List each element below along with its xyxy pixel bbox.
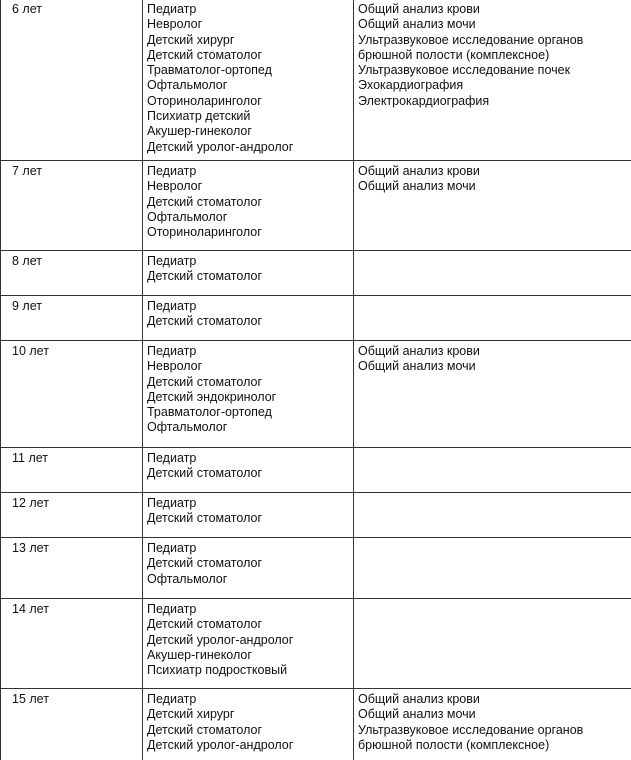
test-item: Общий анализ крови [358,2,480,16]
age-label: 6 лет [12,2,42,16]
age-cell [0,689,142,760]
age-cell [0,538,142,598]
specialist-item: Детский уролог-андролог [147,139,294,154]
tests-cell [353,251,631,295]
age-label: 12 лет [12,496,49,510]
specialist-item: Детский стоматолог [147,511,263,526]
specialist-item: Педиатр [147,541,197,555]
specialist-item: Невролог [147,179,203,194]
specialist-item: Детский стоматолог [147,314,263,329]
table-row [0,296,631,341]
specialists-cell [142,689,353,760]
specialist-item: Детский стоматолог [147,617,263,632]
test-item: Ультразвуковое исследование органов [358,32,584,47]
specialist-item: Психиатр детский [147,109,251,124]
test-item: Ультразвуковое исследование почек [358,63,571,78]
specialist-item: Офтальмолог [147,209,228,224]
age-label: 9 лет [12,299,42,313]
specialists-cell [142,341,353,447]
tests-cell [353,161,631,250]
specialist-item: Детский стоматолог [147,47,263,62]
test-item: Общий анализ крови [358,692,480,706]
specialist-item: Невролог [147,359,203,374]
specialist-item: Педиатр [147,254,197,268]
age-label: 8 лет [12,254,42,268]
table-row [0,341,631,448]
specialists-cell [142,0,353,160]
test-item: Общий анализ мочи [358,707,476,722]
specialist-item: Детский эндокринолог [147,389,277,404]
specialist-item: Офтальмолог [147,420,228,435]
test-item: Общий анализ мочи [358,17,476,32]
tests-cell [353,341,631,447]
table-row [0,493,631,538]
table-row [0,689,631,760]
specialist-item: Детский стоматолог [147,194,263,209]
table-row [0,538,631,599]
specialist-item: Педиатр [147,164,197,178]
age-label: 11 лет [12,451,49,465]
specialist-item: Педиатр [147,692,197,706]
tests-cell [353,493,631,537]
test-item: Общий анализ мочи [358,359,476,374]
specialists-cell [142,538,353,598]
tests-cell [353,599,631,688]
age-cell [0,296,142,340]
specialist-item: Педиатр [147,496,197,510]
specialist-item: Травматолог-ортопед [147,63,272,78]
tests-cell [353,689,631,760]
specialist-item: Педиатр [147,602,197,616]
specialist-item: Детский уролог-андролог [147,737,294,752]
tests-cell [353,0,631,160]
age-cell [0,251,142,295]
test-item: Общий анализ крови [358,344,480,358]
table-row [0,0,631,161]
test-item: Ультразвуковое исследование органов [358,722,584,737]
specialists-cell [142,251,353,295]
table-row [0,599,631,689]
test-item: Общий анализ мочи [358,179,476,194]
age-cell [0,493,142,537]
tests-cell [353,448,631,492]
test-item: брюшной полости (комплексное) [358,47,550,62]
specialist-item: Оториноларинголог [147,225,262,240]
specialist-item: Травматолог-ортопед [147,405,272,420]
specialist-item: Педиатр [147,451,197,465]
age-cell [0,341,142,447]
age-cell [0,448,142,492]
specialist-item: Акушер-гинеколог [147,124,252,139]
specialist-item: Офтальмолог [147,78,228,93]
age-label: 13 лет [12,541,49,555]
specialist-item: Детский уролог-андролог [147,632,294,647]
specialist-item: Педиатр [147,299,197,313]
specialist-item: Детский стоматолог [147,374,263,389]
specialists-cell [142,161,353,250]
specialist-item: Офтальмолог [147,571,228,586]
age-label: 15 лет [12,692,49,706]
specialists-cell [142,296,353,340]
table-row [0,251,631,296]
table-row [0,448,631,493]
test-item: Эхокардиография [358,78,464,93]
specialist-item: Невролог [147,17,203,32]
age-cell [0,599,142,688]
specialist-item: Акушер-гинеколог [147,647,252,662]
specialists-cell [142,493,353,537]
age-label: 14 лет [12,602,49,616]
specialist-item: Оториноларинголог [147,93,262,108]
specialist-item: Педиатр [147,344,197,358]
specialist-item: Детский хирург [147,32,235,47]
specialist-item: Психиатр подростковый [147,663,288,678]
specialists-cell [142,448,353,492]
specialist-item: Детский хирург [147,707,235,722]
age-cell [0,0,142,160]
specialist-item: Педиатр [147,2,197,16]
test-item: Общий анализ крови [358,164,480,178]
tests-cell [353,296,631,340]
age-label: 10 лет [12,344,49,358]
age-label: 7 лет [12,164,42,178]
specialist-item: Детский стоматолог [147,269,263,284]
age-cell [0,161,142,250]
table-row [0,161,631,251]
test-item: Электрокардиография [358,93,490,108]
test-item: брюшной полости (комплексное) [358,737,550,752]
specialist-item: Детский стоматолог [147,722,263,737]
specialist-item: Детский стоматолог [147,466,263,481]
specialists-cell [142,599,353,688]
specialist-item: Детский стоматолог [147,556,263,571]
tests-cell [353,538,631,598]
